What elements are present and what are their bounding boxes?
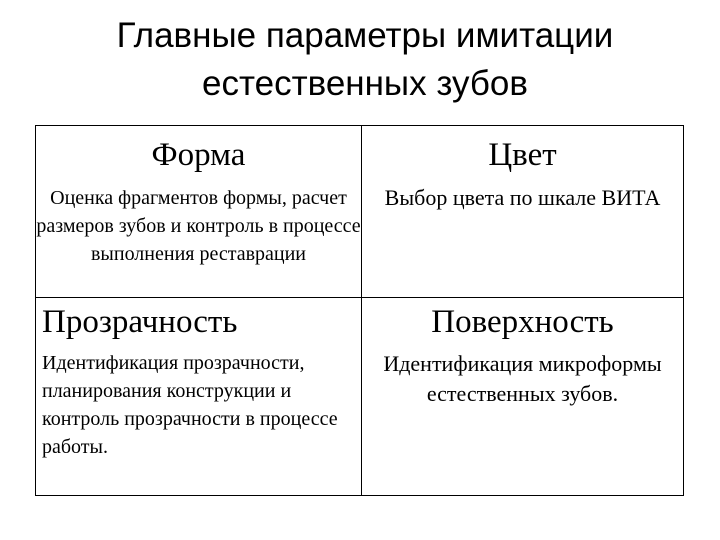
cell-heading: Форма: [151, 137, 246, 173]
slide-title-line-2: естественных зубов: [202, 64, 528, 103]
slide-title: [0, 12, 720, 108]
cell-surface: [362, 298, 683, 495]
parameters-table: [35, 125, 684, 496]
cell-form: [36, 126, 362, 298]
cell-heading: Цвет: [488, 137, 557, 173]
cell-description: Идентификация микроформы естественных зубов.: [383, 351, 662, 406]
cell-color: [362, 126, 683, 298]
cell-heading: Прозрачность: [42, 304, 238, 340]
cell-heading: Поверхность: [431, 304, 614, 340]
cell-description: Выбор цвета по шкале ВИТА: [384, 185, 661, 210]
cell-transparency: [36, 298, 362, 495]
slide-title-line-1: Главные параметры имитации: [116, 16, 614, 55]
cell-description: Идентификация прозрачности, планирования конструкции и контроль прозрачности в процессе работы.: [42, 352, 338, 458]
cell-description: Оценка фрагментов формы, расчет размеров зубов и контроль в процессе выполнения реставрации: [36, 187, 361, 265]
